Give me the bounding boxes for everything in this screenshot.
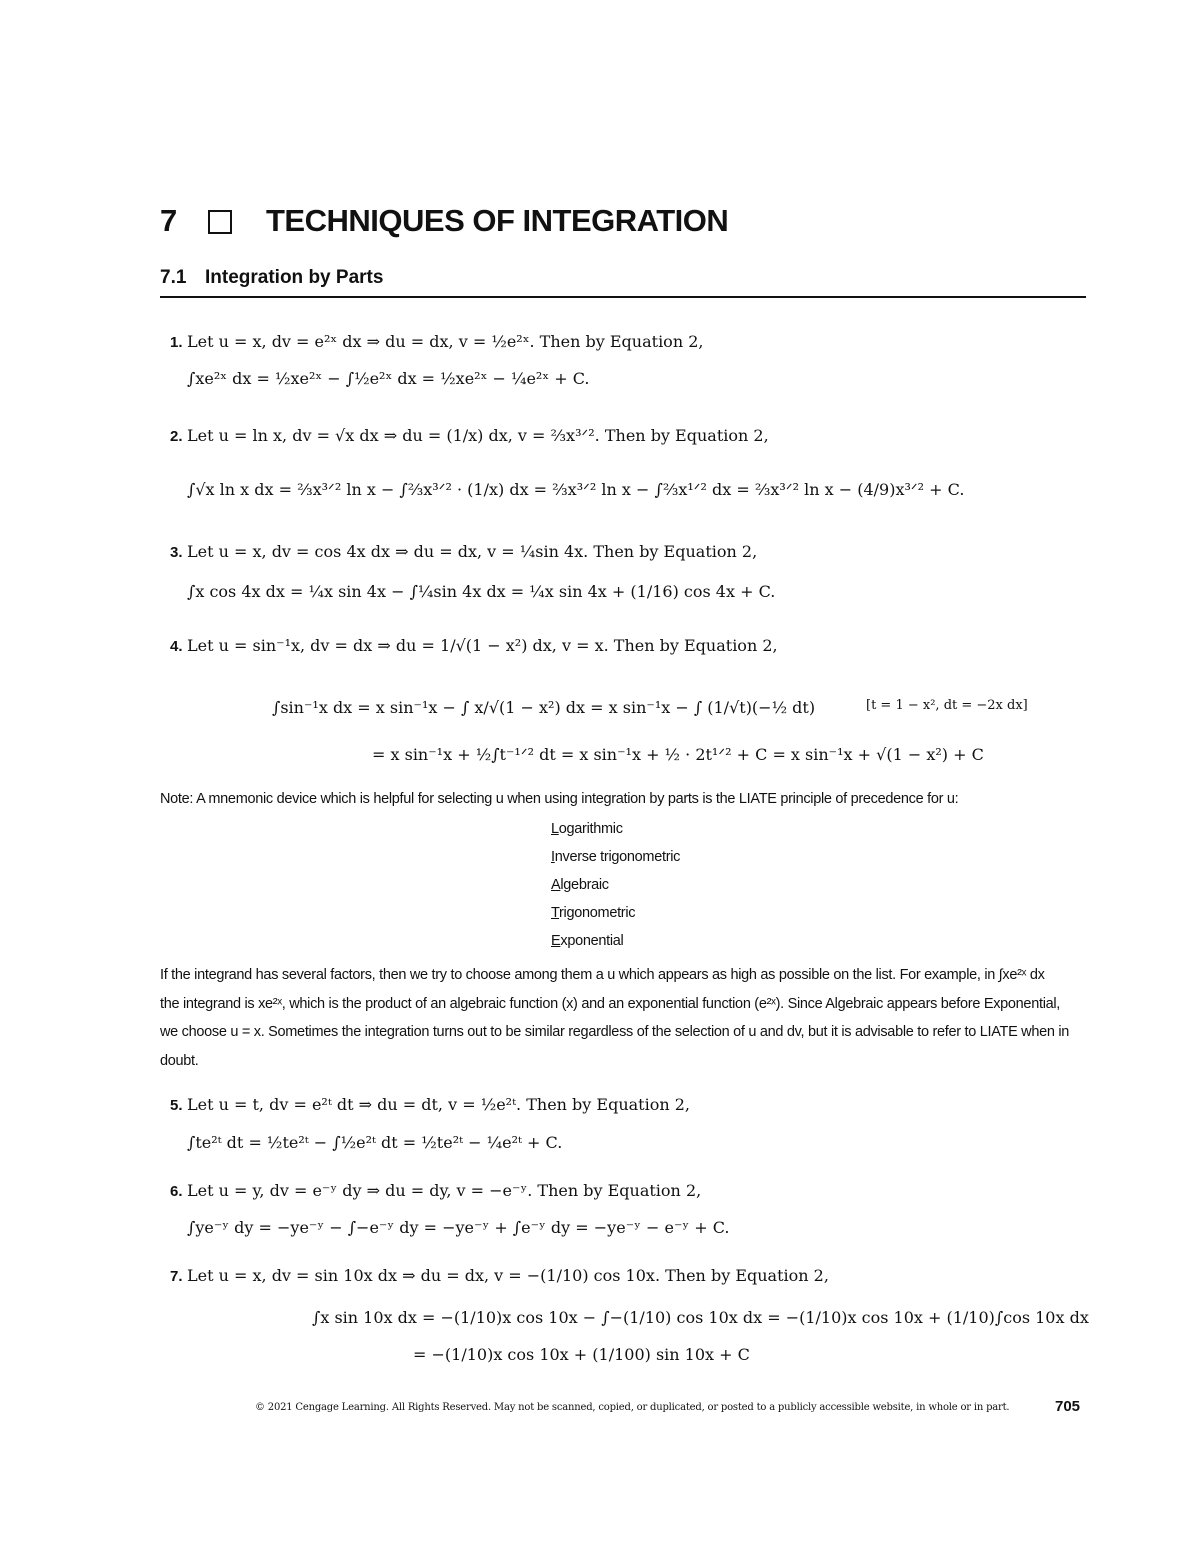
problem-5-number: 5.: [170, 1097, 183, 1114]
liate-rest: ogarithmic: [558, 821, 623, 837]
liate-letter: L: [551, 821, 559, 837]
page-number: 705: [1055, 1398, 1081, 1415]
liate-letter: I: [551, 849, 555, 865]
problem-1-line-1: Let u = x, dv = e²ˣ dx ⇒ du = dx, v = ½e²ˣ. Then by Equation 2,: [187, 332, 704, 351]
problem-5-line-1: Let u = t, dv = e²ᵗ dt ⇒ du = dt, v = ½e²ᵗ. Then by Equation 2,: [187, 1095, 691, 1114]
liate-rest: lgebraic: [560, 877, 609, 893]
problem-4-line-3: = x sin⁻¹x + ½∫t⁻¹ᐟ² dt = x sin⁻¹x + ½ · 2t¹ᐟ² + C = x sin⁻¹x + √(1 − x²) + C: [372, 745, 984, 764]
liate-item-trigonometric: [551, 905, 635, 921]
liate-letter: A: [551, 877, 561, 893]
liate-item-exponential: [551, 933, 623, 949]
chapter-box-icon: [208, 210, 232, 234]
problem-4-number: 4.: [170, 638, 183, 655]
problem-3-line-2: ∫x cos 4x dx = ¼x sin 4x − ∫¼sin 4x dx = ¼x sin 4x + (1/16) cos 4x + C.: [187, 582, 776, 601]
section-rule: [160, 296, 1086, 298]
section-title: Integration by Parts: [205, 267, 384, 288]
problem-4-line-2: ∫sin⁻¹x dx = x sin⁻¹x − ∫ x/√(1 − x²) dx = x sin⁻¹x − ∫ (1/√t)(−½ dt): [272, 698, 816, 717]
problem-2-line-1: Let u = ln x, dv = √x dx ⇒ du = (1/x) dx, v = ⅔x³ᐟ². Then by Equation 2,: [187, 426, 769, 445]
chapter-number: 7: [160, 203, 177, 238]
liate-rest: rigonometric: [559, 905, 636, 921]
liate-item-logarithmic: [551, 821, 623, 837]
copyright-notice: © 2021 Cengage Learning. All Rights Reserved. May not be scanned, copied, or duplicated, or posted to a publicly accessible website, in whole or in part.: [255, 1402, 1010, 1413]
problem-7-line-3: = −(1/10)x cos 10x + (1/100) sin 10x + C: [413, 1345, 750, 1364]
problem-4-substitution: [t = 1 − x², dt = −2x dx]: [866, 698, 1028, 713]
chapter-title: TECHNIQUES OF INTEGRATION: [266, 203, 729, 238]
liate-letter: T: [551, 905, 560, 921]
problem-7-line-1: Let u = x, dv = sin 10x dx ⇒ du = dx, v = −(1/10) cos 10x. Then by Equation 2,: [187, 1266, 829, 1285]
liate-rest: nverse trigonometric: [554, 849, 681, 865]
problem-4-line-1: Let u = sin⁻¹x, dv = dx ⇒ du = 1/√(1 − x²) dx, v = x. Then by Equation 2,: [187, 636, 778, 655]
note-paragraph-line-3: we choose u = x. Sometimes the integration turns out to be similar regardless of the selection of u and dv, but it is advisable to refer to LIATE when in: [160, 1024, 1070, 1040]
problem-3-line-1: Let u = x, dv = cos 4x dx ⇒ du = dx, v = ¼sin 4x. Then by Equation 2,: [187, 542, 758, 561]
problem-6-line-1: Let u = y, dv = e⁻ʸ dy ⇒ du = dy, v = −e⁻ʸ. Then by Equation 2,: [187, 1181, 702, 1200]
problem-2-line-2: ∫√x ln x dx = ⅔x³ᐟ² ln x − ∫⅔x³ᐟ² · (1/x) dx = ⅔x³ᐟ² ln x − ∫⅔x¹ᐟ² dx = ⅔x³ᐟ² ln x − (4/9)x³ᐟ² + C.: [187, 480, 965, 499]
liate-rest: xponential: [560, 933, 624, 949]
liate-item-algebraic: [551, 877, 609, 893]
liate-item-inverse-trig: [551, 849, 680, 865]
note-intro: Note: A mnemonic device which is helpful for selecting u when using integration by parts is the LIATE principle of precedence for u:: [160, 791, 959, 807]
problem-7-number: 7.: [170, 1268, 183, 1285]
note-paragraph-line-2: the integrand is xe²ˣ, which is the product of an algebraic function (x) and an exponential function (e²ˣ). Since Algebraic appears before Exponential,: [160, 996, 1061, 1012]
problem-7-line-2: ∫x sin 10x dx = −(1/10)x cos 10x − ∫−(1/10) cos 10x dx = −(1/10)x cos 10x + (1/10)∫cos 10x dx: [312, 1308, 1089, 1327]
problem-3-number: 3.: [170, 544, 183, 561]
liate-letter: E: [551, 933, 561, 949]
problem-6-number: 6.: [170, 1183, 183, 1200]
problem-5-line-2: ∫te²ᵗ dt = ½te²ᵗ − ∫½e²ᵗ dt = ½te²ᵗ − ¼e²ᵗ + C.: [187, 1133, 563, 1152]
problem-6-line-2: ∫ye⁻ʸ dy = −ye⁻ʸ − ∫−e⁻ʸ dy = −ye⁻ʸ + ∫e⁻ʸ dy = −ye⁻ʸ − e⁻ʸ + C.: [187, 1218, 730, 1237]
note-paragraph-line-1: If the integrand has several factors, then we try to choose among them a u which appears as high as possible on the list. For example, in ∫xe²ˣ dx: [160, 967, 1045, 983]
problem-1-line-2: ∫xe²ˣ dx = ½xe²ˣ − ∫½e²ˣ dx = ½xe²ˣ − ¼e²ˣ + C.: [187, 369, 590, 388]
problem-2-number: 2.: [170, 428, 183, 445]
note-paragraph-line-4: doubt.: [160, 1053, 199, 1069]
problem-1-number: 1.: [170, 334, 183, 351]
section-number: 7.1: [160, 267, 187, 288]
